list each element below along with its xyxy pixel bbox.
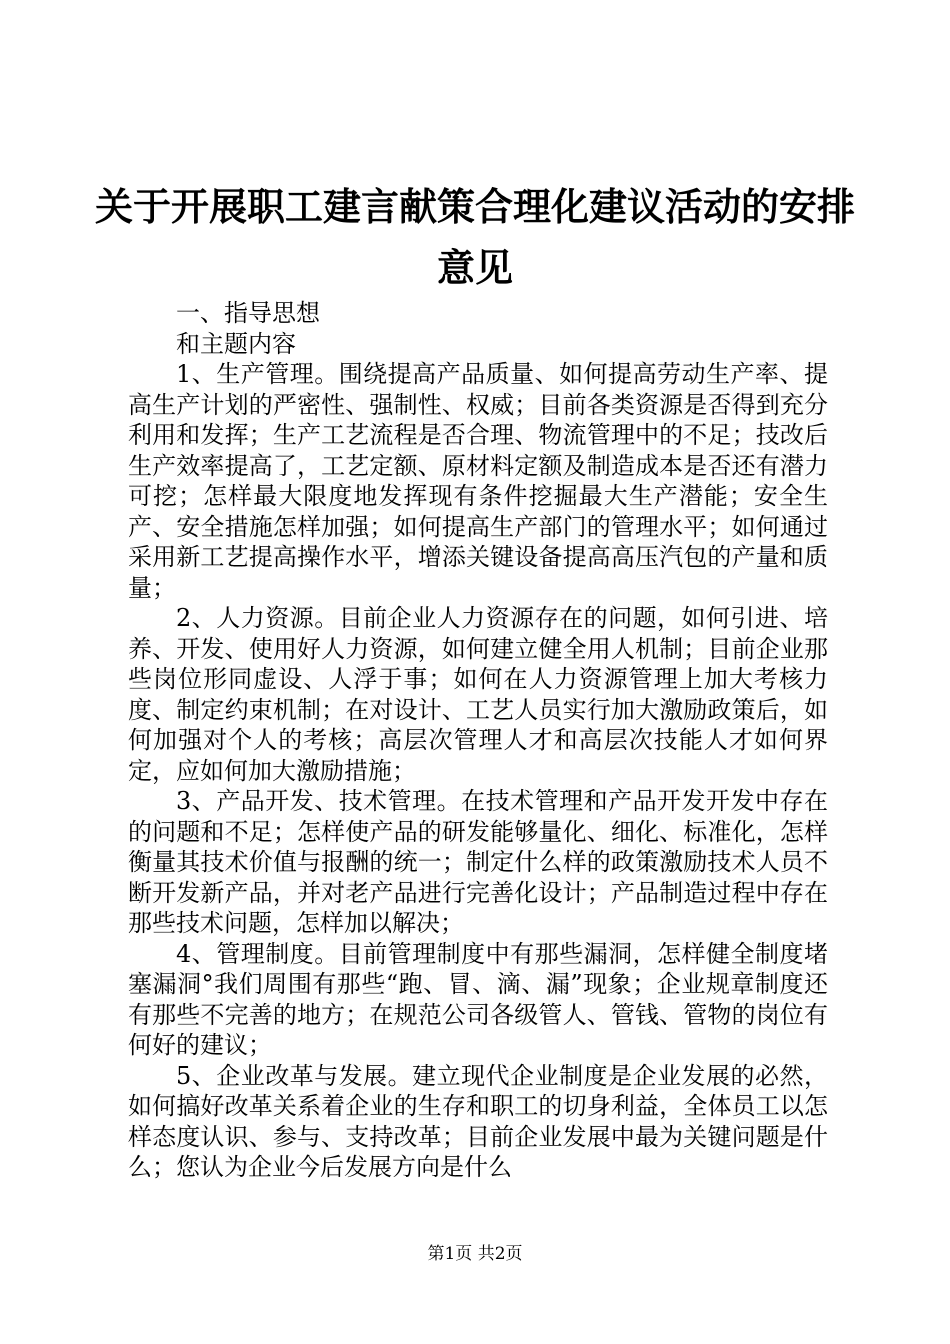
paragraph-human-resources: 2、人力资源。目前企业人力资源存在的问题，如何引进、培养、开发、使用好人力资源，如何建立健全用人机制；目前企业那些岗位形同虚设、人浮于事；如何在人力资源管理上加大考核力度、制定约束机制；在对设计、工艺人员实行加大激励政策后，如何加强对个人的考核；高层次管理人才和高层次技能人才如何界定，应如何加大激励措施； <box>128 604 828 785</box>
document-body <box>128 298 828 1183</box>
document-title-line-1: 关于开展职工建言献策合理化建议活动的安排 <box>94 184 855 229</box>
paragraph-management-system: 4、管理制度。目前管理制度中有那些漏洞，怎样健全制度堵塞漏洞°我们周围有那些“跑、冒、滴、漏”现象；企业规章制度还有那些不完善的地方；在规范公司各级管人、管钱、管物的岗位有何好的建议； <box>128 939 828 1059</box>
paragraph-production-management: 1、生产管理。围绕提高产品质量、如何提高劳动生产率、提高生产计划的严密性、强制性、权威；目前各类资源是否得到充分利用和发挥；生产工艺流程是否合理、物流管理中的不足；技改后生产效率提高了，工艺定额、原材料定额及制造成本是否还有潜力可挖；怎样最大限度地发挥现有条件挖掘最大生产潜能；安全生产、安全措施怎样加强；如何提高生产部门的管理水平；如何通过采用新工艺提高操作水平，增添关键设备提高高压汽包的产量和质量； <box>128 360 828 602</box>
paragraph-product-development: 3、产品开发、技术管理。在技术管理和产品开发开发中存在的问题和不足；怎样使产品的研发能够量化、细化、标准化，怎样衡量其技术价值与报酬的统一；制定什么样的政策激励技术人员不断开发新产品，并对老产品进行完善化设计；产品制造过程中存在那些技术问题，怎样加以解决； <box>128 787 828 937</box>
section-heading-continued: 和主题内容 <box>176 329 296 358</box>
section-heading: 一、指导思想 <box>176 299 320 327</box>
document-title-line-2: 意见 <box>436 245 513 290</box>
paragraph-enterprise-reform: 5、企业改革与发展。建立现代企业制度是企业发展的必然，如何搞好改革关系着企业的生存和职工的切身利益，全体员工以怎样态度认识、参与、支持改革；目前企业发展中最为关键问题是什么；您认为企业今后发展方向是什么 <box>128 1061 828 1181</box>
page-number: 第1页 共2页 <box>427 1244 523 1264</box>
